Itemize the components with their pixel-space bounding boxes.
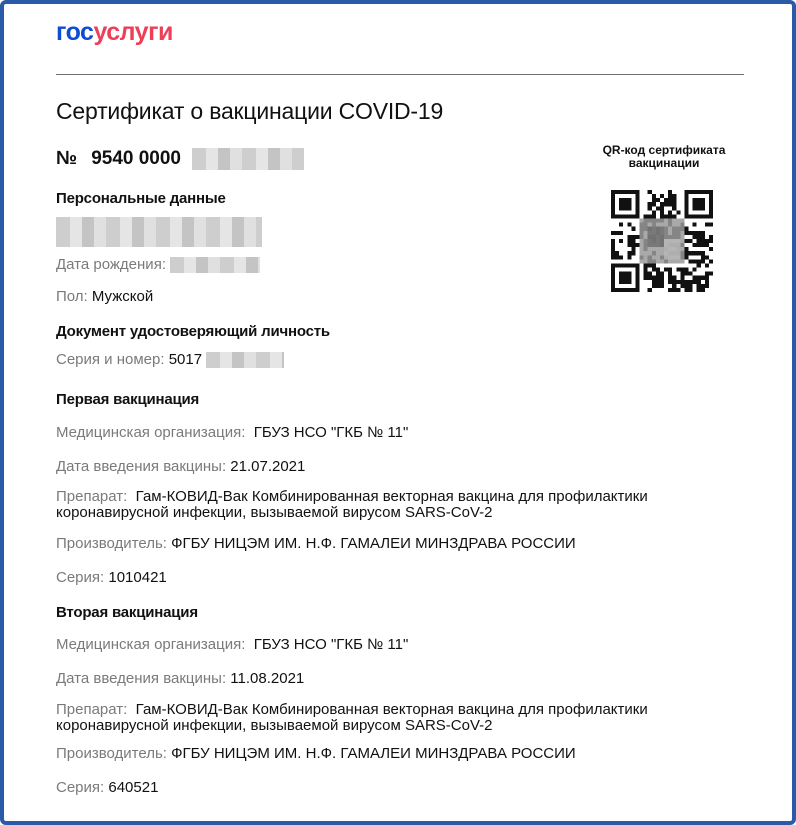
- second-batch-label: Серия:: [56, 779, 105, 796]
- birth-date-label: Дата рождения:: [56, 256, 166, 273]
- first-org-label: Медицинская организация:: [56, 424, 246, 441]
- second-drug-label: Препарат:: [56, 701, 128, 718]
- header-divider: [56, 74, 744, 75]
- second-vaccination-heading: Вторая вакцинация: [56, 604, 198, 621]
- sex-value: Мужской: [91, 288, 154, 305]
- first-batch-row: [56, 569, 167, 586]
- redacted-birth-date: [170, 257, 260, 273]
- second-maker-label: Производитель:: [56, 745, 167, 762]
- certificate-number-value: 9540 0000: [91, 148, 182, 170]
- first-org-row: [56, 424, 408, 441]
- first-date-value: 21.07.2021: [230, 458, 306, 475]
- second-maker-value: ФГБУ НИЦЭМ ИМ. Н.Ф. ГАМАЛЕИ МИНЗДРАВА РОССИИ: [171, 745, 576, 762]
- certificate-number: [56, 148, 304, 170]
- second-date-label: Дата введения вакцины:: [56, 670, 227, 687]
- first-drug-value: Гам-КОВИД-Вак Комбинированная векторная вакцина для профилактики коронавирусной инфекции, вызываемой вирусом SARS-CoV-2: [56, 488, 648, 521]
- second-batch-row: [56, 779, 158, 796]
- second-date-row: [56, 670, 304, 687]
- first-batch-label: Серия:: [56, 569, 105, 586]
- logo-part-uslugi: услуги: [93, 18, 173, 46]
- second-date-value: 11.08.2021: [230, 670, 305, 687]
- birth-date-row: [56, 256, 260, 273]
- first-date-row: [56, 458, 305, 475]
- second-org-row: [56, 636, 408, 653]
- first-maker-row: [56, 535, 576, 552]
- second-org-value: ГБУЗ НСО "ГКБ № 11": [253, 636, 409, 653]
- first-vaccination-heading: Первая вакцинация: [56, 391, 200, 408]
- first-maker-value: ФГБУ НИЦЭМ ИМ. Н.Ф. ГАМАЛЕИ МИНЗДРАВА РОССИИ: [171, 535, 576, 552]
- first-drug-row: [56, 489, 746, 521]
- redacted-full-name: [56, 217, 262, 247]
- second-batch-value: 640521: [108, 779, 159, 796]
- number-sign: №: [56, 148, 78, 170]
- redacted-number: [192, 148, 304, 170]
- personal-data-heading: Персональные данные: [56, 190, 226, 207]
- first-date-label: Дата введения вакцины:: [56, 458, 227, 475]
- first-org-value: ГБУЗ НСО "ГКБ № 11": [253, 424, 409, 441]
- first-drug-label: Препарат:: [56, 488, 128, 505]
- second-drug-value: Гам-КОВИД-Вак Комбинированная векторная вакцина для профилактики коронавирусной инфекции, вызываемой вирусом SARS-CoV-2: [56, 701, 648, 734]
- document-series-row: [56, 351, 284, 368]
- qr-code[interactable]: [611, 190, 713, 292]
- redacted-name-block: [56, 217, 262, 247]
- second-org-label: Медицинская организация:: [56, 636, 246, 653]
- second-maker-row: [56, 745, 576, 762]
- qr-code-label: QR-код сертификата вакцинации: [602, 143, 726, 170]
- second-drug-row: [56, 702, 746, 734]
- identity-document-heading: Документ удостоверяющий личность: [56, 323, 330, 340]
- document-series-value: 5017: [168, 351, 203, 368]
- page-title: Сертификат о вакцинации COVID-19: [56, 98, 444, 124]
- sex-label: Пол:: [56, 288, 88, 305]
- document-series-label: Серия и номер:: [56, 351, 165, 368]
- sex-row: [56, 288, 153, 305]
- logo-part-gos: гос: [56, 18, 94, 46]
- first-batch-value: 1010421: [108, 569, 167, 586]
- gosuslugi-logo[interactable]: [56, 18, 173, 47]
- redacted-document-number: [206, 352, 284, 368]
- first-maker-label: Производитель:: [56, 535, 167, 552]
